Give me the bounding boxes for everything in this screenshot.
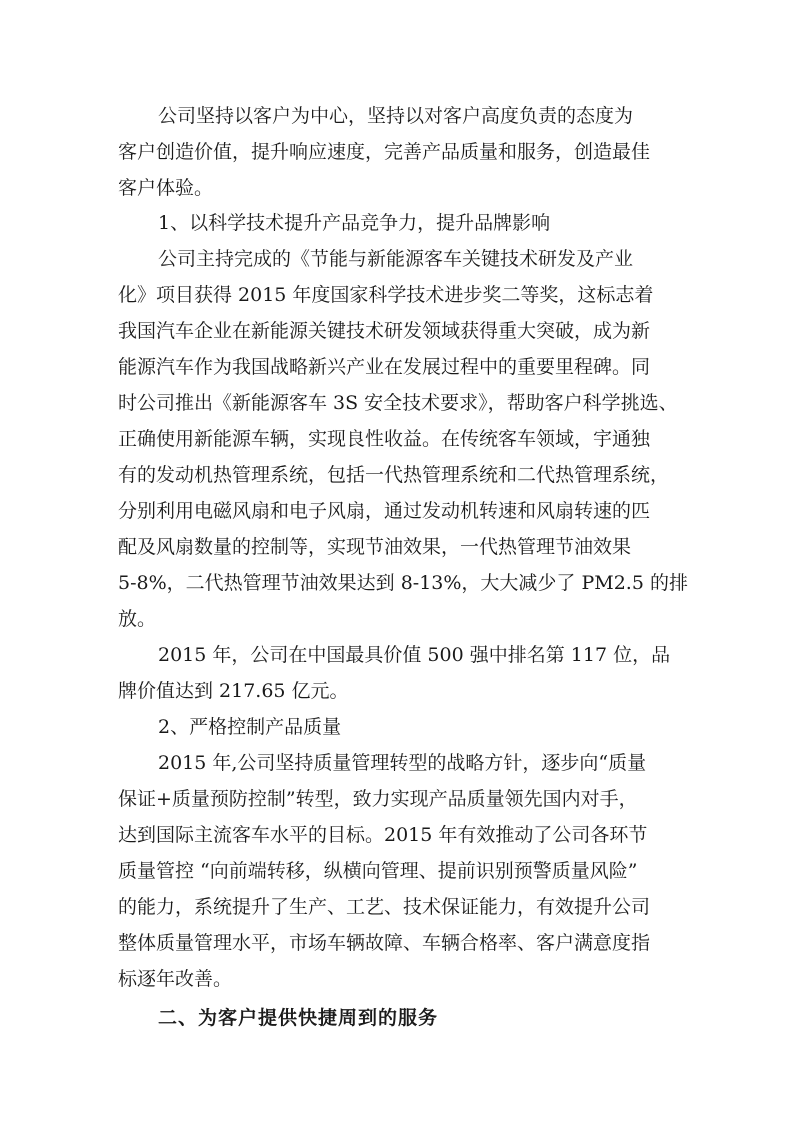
text-line: 2015 年,公司坚持质量管理转型的战略方针，逐步向“质量: [158, 752, 647, 774]
text-line: 有的发动机热管理系统，包括一代热管理系统和二代热管理系统，: [118, 464, 670, 486]
text-line: 客户创造价值，提升响应速度，完善产品质量和服务，创造最佳: [118, 141, 651, 163]
text-line: 时公司推出《新能源客车 3S 安全技术要求》，帮助客户科学挑选、: [118, 392, 678, 414]
text-line: 标逐年改善。: [118, 968, 233, 990]
text-line: 我国汽车企业在新能源关键技术研发领域获得重大突破，成为新: [118, 320, 651, 342]
section-heading-2: 2、严格控制产品质量: [158, 716, 342, 738]
section-heading-1: 1、以科学技术提升产品竞争力，提升品牌影响: [158, 212, 551, 234]
text-line: 放。: [118, 608, 157, 630]
text-line: 能源汽车作为我国战略新兴产业在发展过程中的重要里程碑。同: [118, 356, 651, 378]
text-line: 的能力，系统提升了生产、工艺、技术保证能力，有效提升公司: [118, 896, 651, 918]
text-line: 达到国际主流客车水平的目标。2015 年有效推动了公司各环节: [118, 824, 648, 846]
text-line: 质量管控 “向前端转移，纵横向管理、提前识别预警质量风险”: [118, 860, 638, 882]
text-line: 牌价值达到 217.65 亿元。: [118, 680, 349, 702]
text-line: 2015 年，公司在中国最具价值 500 强中排名第 117 位，品: [158, 644, 671, 666]
text-line: 公司主持完成的《节能与新能源客车关键技术研发及产业: [158, 248, 634, 270]
section-heading-main: 二、为客户提供快捷周到的服务: [158, 1007, 439, 1029]
text-line: 配及风扇数量的控制等，实现节油效果，一代热管理节油效果: [118, 536, 632, 558]
text-line: 整体质量管理水平，市场车辆故障、车辆合格率、客户满意度指: [118, 932, 651, 954]
text-line: 保证+质量预防控制”转型，致力实现产品质量领先国内对手，: [118, 788, 638, 810]
text-line: 分别利用电磁风扇和电子风扇，通过发动机转速和风扇转速的匹: [118, 500, 651, 522]
text-line: 正确使用新能源车辆，实现良性收益。在传统客车领域，宇通独: [118, 428, 651, 450]
text-line: 客户体验。: [118, 177, 214, 199]
text-line: 5-8%，二代热管理节油效果达到 8-13%，大大减少了 PM2.5 的排: [118, 572, 688, 594]
text-line: 化》项目获得 2015 年度国家科学技术进步奖二等奖，这标志着: [118, 284, 654, 306]
text-line: 公司坚持以客户为中心，坚持以对客户高度负责的态度为: [158, 105, 634, 127]
